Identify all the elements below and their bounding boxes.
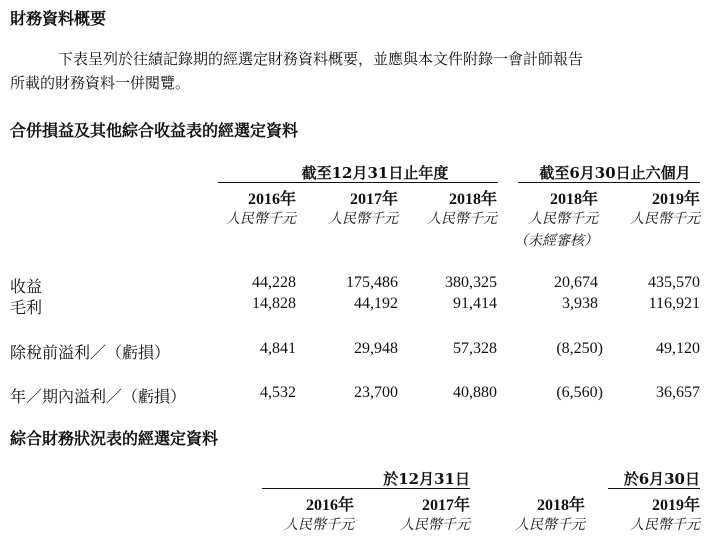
table-cell: 380,325 <box>445 274 497 291</box>
year-header: 2017年 <box>421 497 470 514</box>
intro-line-1: 下表呈列於往績記錄期的經選定財務資料概要，並應與本文件附錄一會計師報告 <box>58 50 584 68</box>
group-underline-dec <box>262 488 470 489</box>
table-cell: (6,560) <box>556 384 603 401</box>
table-cell: 435,570 <box>648 274 700 291</box>
page-title: 財務資料概要 <box>10 9 107 28</box>
table-cell: 23,700 <box>354 384 398 401</box>
year-header: 2019年 <box>651 497 700 514</box>
table-cell: 91,414 <box>453 295 497 312</box>
table-cell: 14,828 <box>252 295 296 312</box>
table-cell: 116,921 <box>648 295 700 312</box>
year-header: 2017年 <box>349 191 398 208</box>
group-underline-jun <box>608 488 700 489</box>
group-underline-half <box>518 182 700 183</box>
year-header: 2016年 <box>305 497 354 514</box>
group-header-half: 截至6月30日止六個月 <box>539 164 691 182</box>
table-cell: (8,250) <box>556 340 603 357</box>
section2-heading: 綜合財務狀況表的經選定資料 <box>10 429 219 448</box>
unit-label: 人民幣千元 <box>528 211 598 227</box>
row-label-profit-for-period: 年／期內溢利／（虧損） <box>10 387 187 406</box>
unit-label: 人民幣千元 <box>515 517 585 533</box>
row-label-revenue: 收益 <box>10 277 43 296</box>
row-label-gross-profit: 毛利 <box>10 298 43 317</box>
year-header: 2018年 <box>448 191 497 208</box>
table-cell: 57,328 <box>453 340 497 357</box>
group-header-dec: 於12月31日 <box>383 470 470 488</box>
section1-heading: 合併損益及其他綜合收益表的經選定資料 <box>10 121 299 140</box>
unit-label: 人民幣千元 <box>400 517 470 533</box>
table-cell: 36,657 <box>656 384 700 401</box>
unit-label: 人民幣千元 <box>328 211 398 227</box>
year-header: 2019年 <box>651 191 700 208</box>
table-cell: 44,192 <box>354 295 398 312</box>
unit-label: 人民幣千元 <box>630 211 700 227</box>
group-header-year: 截至12月31日止年度 <box>301 164 449 182</box>
table-cell: 3,938 <box>562 295 598 312</box>
table-cell: 175,486 <box>346 274 398 291</box>
table-cell: 49,120 <box>656 340 700 357</box>
intro-line-2: 所載的財務資料一併閱覽。 <box>10 74 191 92</box>
year-header: 2018年 <box>536 497 585 514</box>
table-cell: 44,228 <box>252 274 296 291</box>
unit-label: 人民幣千元 <box>427 211 497 227</box>
unit-label: 人民幣千元 <box>226 211 296 227</box>
table-cell: 20,674 <box>554 274 598 291</box>
table-cell: 40,880 <box>453 384 497 401</box>
group-header-jun: 於6月30日 <box>623 470 700 488</box>
group-underline-year <box>218 182 498 183</box>
unit-label: 人民幣千元 <box>284 517 354 533</box>
table-cell: 4,841 <box>260 340 296 357</box>
table-cell: 29,948 <box>354 340 398 357</box>
year-header: 2016年 <box>247 191 296 208</box>
table-cell: 4,532 <box>260 384 296 401</box>
unit-label: 人民幣千元 <box>630 517 700 533</box>
row-label-profit-before-tax: 除稅前溢利／（虧損） <box>10 343 171 362</box>
unaudited-label: （未經審核） <box>514 233 598 249</box>
year-header: 2018年 <box>549 191 598 208</box>
